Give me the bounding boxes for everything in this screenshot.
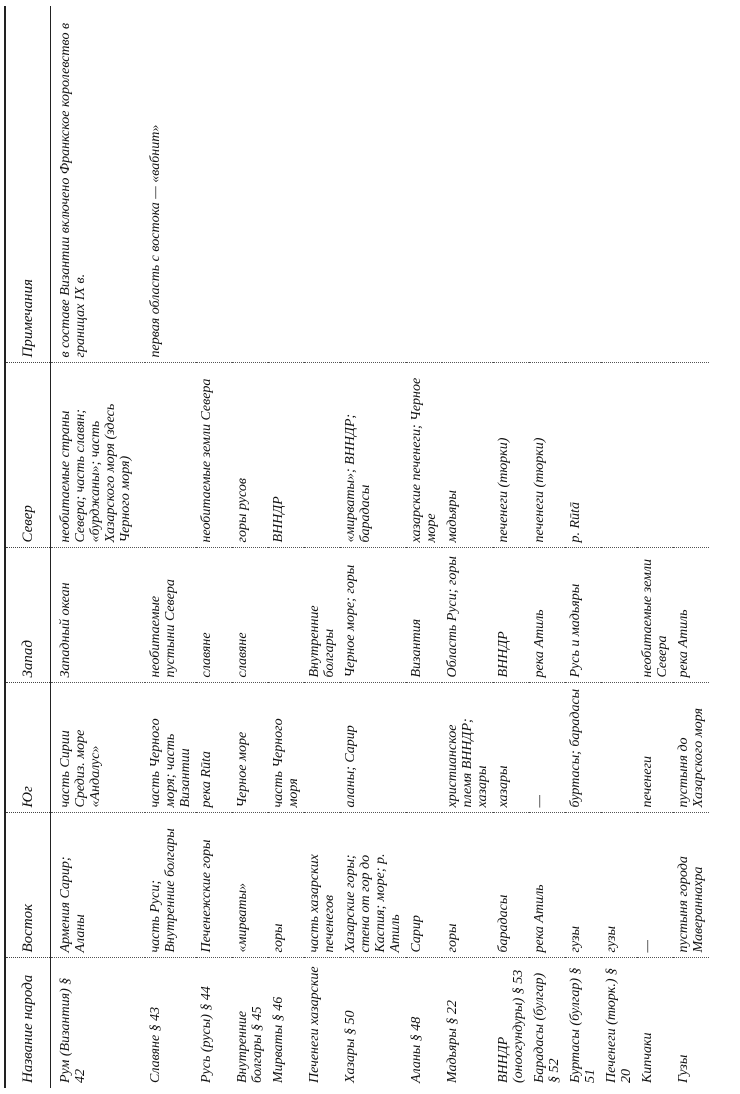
cell-north — [673, 363, 709, 548]
table-row — [268, 6, 304, 1088]
cell-south: Черное море — [232, 683, 268, 813]
header-north: Север — [5, 363, 51, 548]
cell-east: барадасы — [493, 813, 529, 958]
cell-notes — [565, 6, 601, 363]
cell-east: часть хазарских печенегов — [304, 813, 340, 958]
cell-south: буртасы; барадасы — [565, 683, 601, 813]
cell-north — [145, 363, 196, 548]
cell-east: горы — [442, 813, 493, 958]
cell-people: Печенеги хазарские — [307, 966, 322, 1083]
cell-west: река Атиль — [529, 548, 565, 683]
cell-west: Русь и мадьяры — [565, 548, 601, 683]
cell-west: необитаемые пустыни Севера — [145, 548, 196, 683]
table-row — [406, 6, 442, 1088]
cell-south: пустыня до Хазарского моря — [673, 683, 709, 813]
cell-east: Армения Сарир; Аланы — [51, 813, 146, 958]
cell-west: славяне — [196, 548, 232, 683]
cell-notes — [601, 6, 637, 363]
cell-notes — [340, 6, 406, 363]
cell-west: Западный океан — [51, 548, 146, 683]
cell-west: славяне — [232, 548, 268, 683]
header-west: Запад — [5, 548, 51, 683]
table-row — [637, 6, 673, 1088]
table-row — [493, 6, 529, 1088]
table-row — [340, 6, 406, 1088]
cell-notes — [493, 6, 529, 363]
table-row — [196, 6, 232, 1088]
cell-west: необитаемые земли Севера — [637, 548, 673, 683]
cell-notes: в составе Византии включено Франкское королевство в границах IX в. — [51, 6, 146, 363]
cell-notes — [529, 6, 565, 363]
cell-south: часть Черного моря; часть Византии — [145, 683, 196, 813]
header-notes: Примечания — [5, 6, 51, 363]
cell-west — [268, 548, 304, 683]
cell-south — [304, 683, 340, 813]
cell-people: Славяне § 43 — [148, 1006, 163, 1083]
cell-notes: первая область с востока — «вабнит» — [145, 6, 196, 363]
cell-west: Византия — [406, 548, 442, 683]
cell-south: аланы; Сарир — [340, 683, 406, 813]
cell-south: печенеги — [637, 683, 673, 813]
cell-people: Мирваты § 46 — [271, 996, 286, 1083]
cell-north — [304, 363, 340, 548]
cell-notes — [637, 6, 673, 363]
cell-people: Мадьяры § 22 — [445, 1000, 460, 1083]
cell-south: часть Сирии Средиз. море «Андалус» — [51, 683, 146, 813]
table-row — [673, 6, 709, 1088]
cell-north: хазарские печенеги; Черное море — [406, 363, 442, 548]
table-row — [145, 6, 196, 1088]
cell-south: — — [529, 683, 565, 813]
peoples-borders-table — [4, 6, 709, 1088]
cell-people: Барадасы (булгар) § 52 — [532, 972, 562, 1083]
header-row — [5, 6, 51, 1088]
cell-people: Рум (Византия) § 42 — [58, 977, 88, 1083]
cell-east: гузы — [601, 813, 637, 958]
cell-notes — [268, 6, 304, 363]
cell-notes — [196, 6, 232, 363]
table-row — [442, 6, 493, 1088]
cell-notes — [673, 6, 709, 363]
cell-people: Кипчаки — [640, 1032, 655, 1083]
cell-south: река Rūta — [196, 683, 232, 813]
cell-people: Буртасы (булгар) § 51 — [568, 967, 598, 1083]
table-row — [304, 6, 340, 1088]
cell-south: хазары — [493, 683, 529, 813]
cell-east: река Атиль — [529, 813, 565, 958]
cell-east: часть Руси; Внутренние болгары — [145, 813, 196, 958]
cell-north: ВННДР — [268, 363, 304, 548]
cell-south: христианское племя ВННДР; хазары — [442, 683, 493, 813]
cell-west: ВННДР — [493, 548, 529, 683]
cell-east: Сарир — [406, 813, 442, 958]
cell-north: необитаемые земли Севера — [196, 363, 232, 548]
cell-south — [406, 683, 442, 813]
table-row — [529, 6, 565, 1088]
cell-north: печенеги (тюрки) — [493, 363, 529, 548]
cell-south — [601, 683, 637, 813]
cell-north — [637, 363, 673, 548]
cell-east: — — [637, 813, 673, 958]
cell-people: Внутренние болгары § 45 — [235, 1006, 265, 1083]
cell-west: Черное море; горы — [340, 548, 406, 683]
header-south: Юг — [5, 683, 51, 813]
header-east: Восток — [5, 813, 51, 958]
cell-north: горы русов — [232, 363, 268, 548]
cell-notes — [232, 6, 268, 363]
cell-notes — [304, 6, 340, 363]
cell-east: Хазарские горы; стена от гор до Каспия; море; р. Атиль — [340, 813, 406, 958]
cell-people: Аланы § 48 — [409, 1016, 424, 1083]
cell-people: Русь (русы) § 44 — [199, 986, 214, 1083]
cell-south: часть Черного моря — [268, 683, 304, 813]
table-row — [601, 6, 637, 1088]
cell-east: гузы — [565, 813, 601, 958]
cell-north — [601, 363, 637, 548]
cell-people: Печенеги (тюрк.) § 20 — [604, 967, 634, 1083]
cell-west: Внутренние болгары — [304, 548, 340, 683]
cell-notes — [406, 6, 442, 363]
cell-east: пустыня города Мавераннахра — [673, 813, 709, 958]
cell-north: р. Rūtā — [565, 363, 601, 548]
cell-east: горы — [268, 813, 304, 958]
table-row — [565, 6, 601, 1088]
cell-people: Гузы — [676, 1054, 691, 1083]
cell-east: «мирваты» — [232, 813, 268, 958]
cell-north: печенеги (тюрки) — [529, 363, 565, 548]
table-row — [232, 6, 268, 1088]
cell-notes — [442, 6, 493, 363]
cell-north: необитаемые страны Севера; часть славян; «бурджаны»; часть Хазарского моря (здесь Черного моря) — [51, 363, 146, 548]
cell-people: Хазары § 50 — [343, 1010, 358, 1083]
cell-north: «мирваты»; ВННДР; барадасы — [340, 363, 406, 548]
header-people: Название народа — [5, 958, 51, 1088]
table-row — [51, 6, 146, 1088]
cell-west: река Атиль — [673, 548, 709, 683]
cell-west: Область Руси; горы — [442, 548, 493, 683]
cell-east: Печенежские горы — [196, 813, 232, 958]
cell-north: мадьяры — [442, 363, 493, 548]
cell-people: ВННДР (оноогундуры) § 53 — [496, 969, 526, 1083]
cell-west — [601, 548, 637, 683]
